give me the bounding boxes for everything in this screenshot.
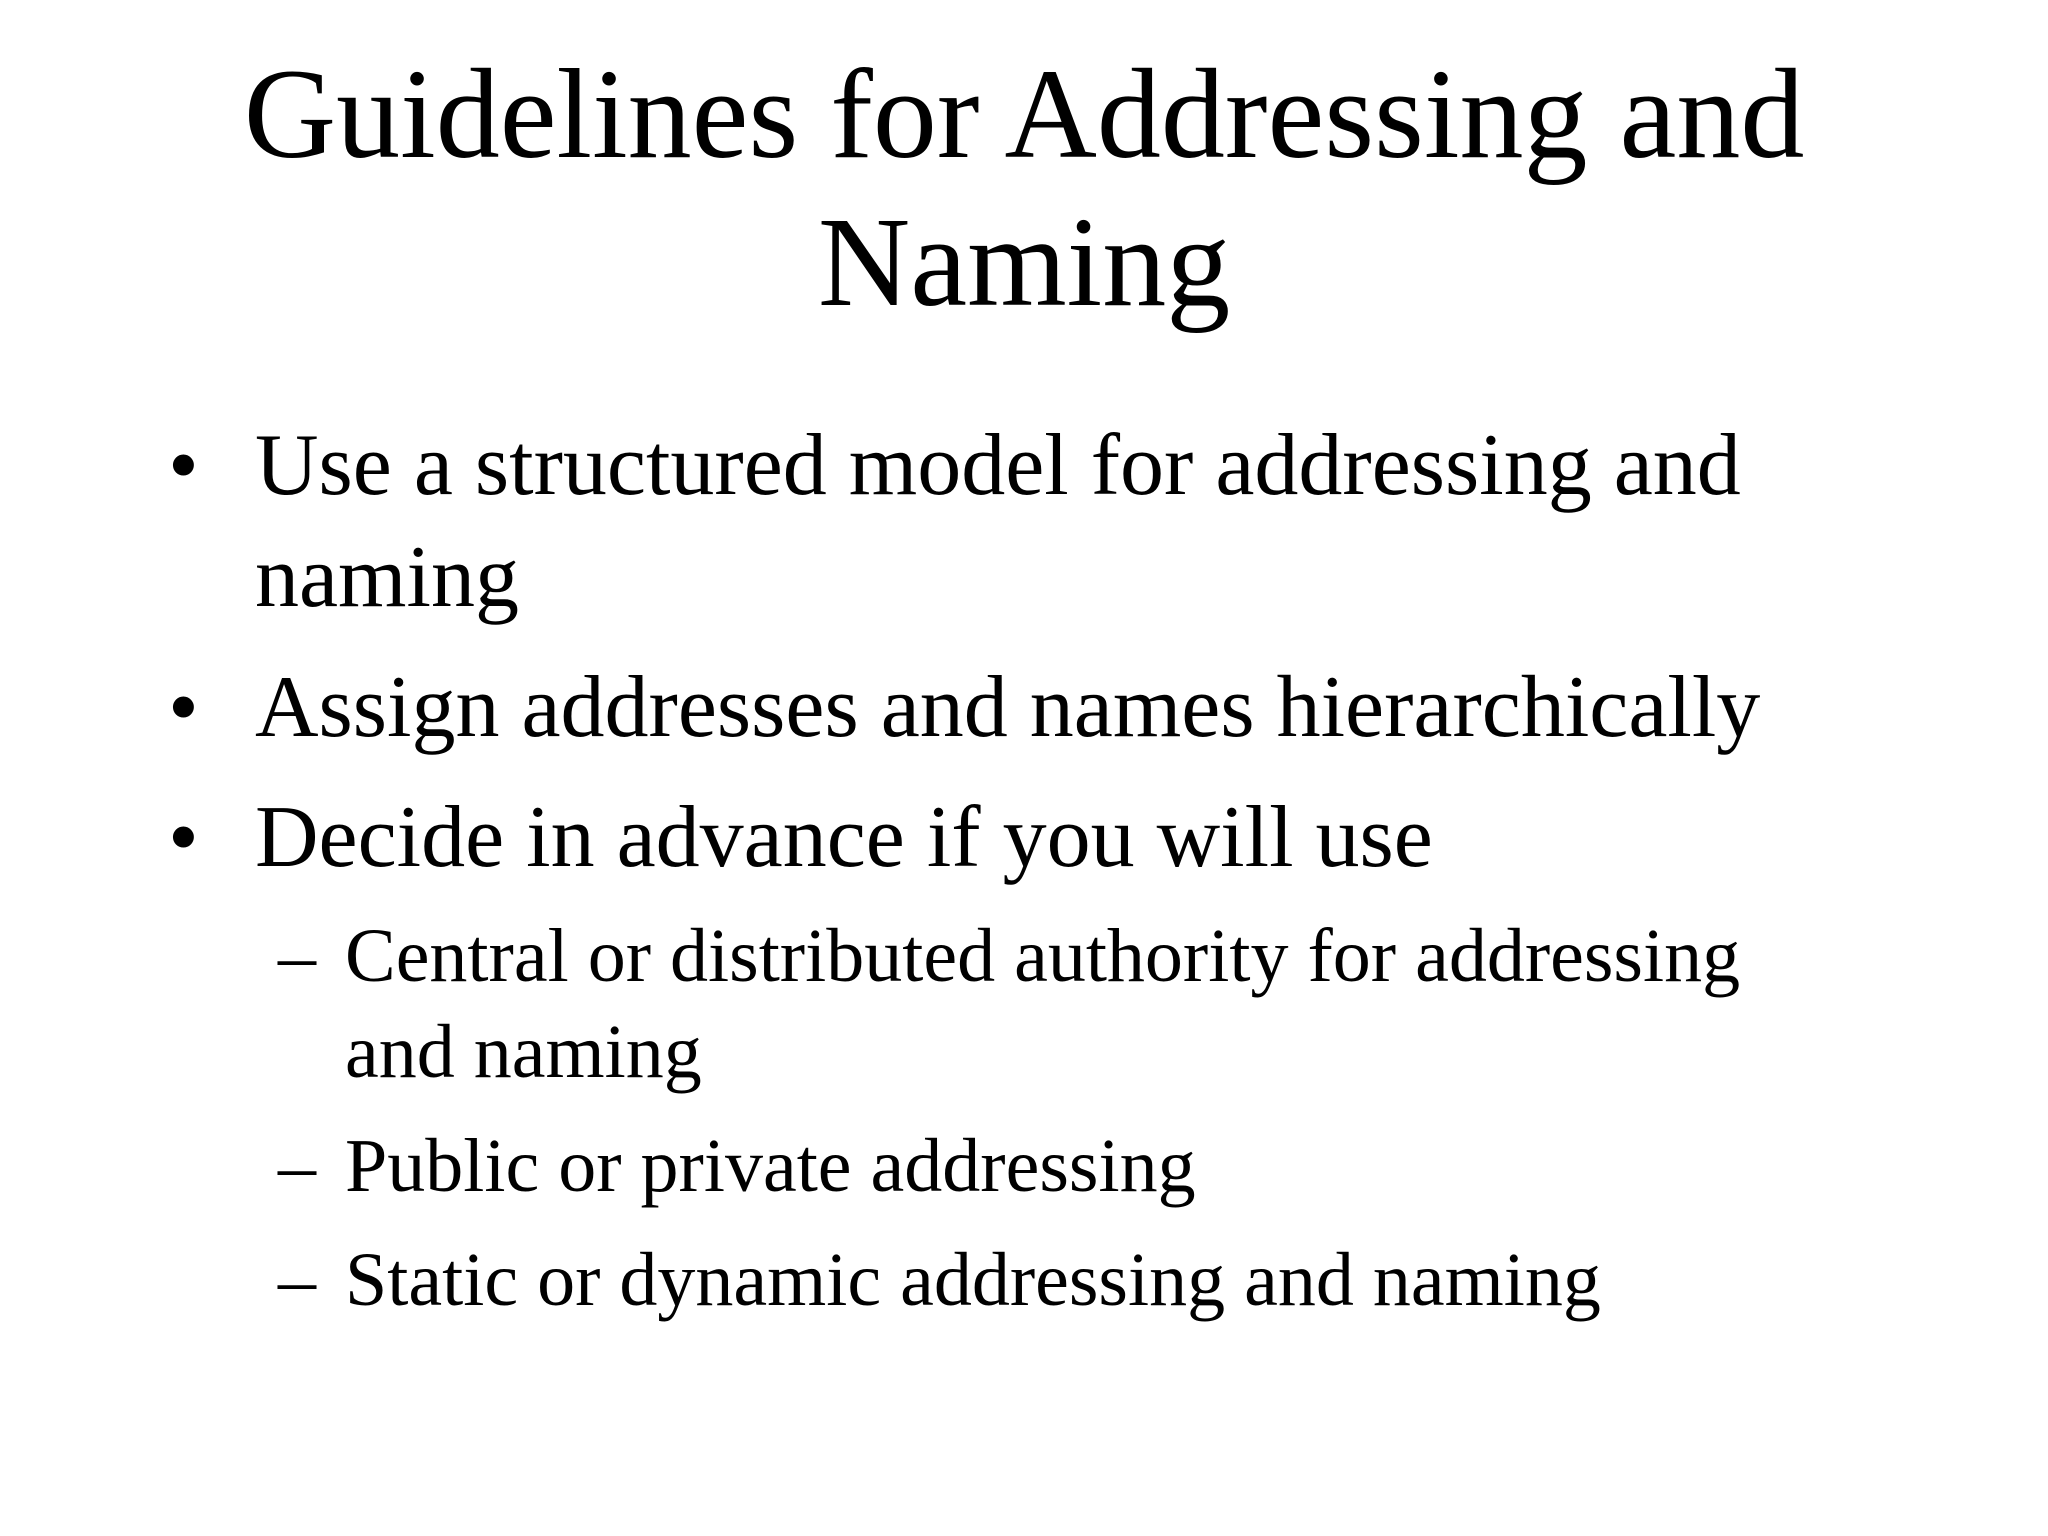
bullet-marker: • [168,659,199,756]
sub-bullet-item [0,1118,1845,1214]
bullet-item [0,652,1895,764]
slide-title-line-1: Guidelines for Addressing and [243,43,1805,185]
sub-bullet-marker: – [278,1124,316,1208]
sub-bullet-marker: – [278,1238,316,1322]
bullet-marker: • [168,789,199,886]
sub-bullet-text: Central or distributed authority for addressing and naming [345,914,1741,1094]
bullet-text: Decide in advance if you will use [255,789,1433,886]
bullet-item [0,410,1895,634]
sub-bullet-item [0,1232,1845,1328]
bullet-list [0,410,2048,1328]
bullet-marker: • [168,417,199,514]
bullet-text: Use a structured model for addressing and naming [255,417,1741,626]
bullet-text: Assign addresses and names hierarchically [255,659,1761,756]
sub-bullet-text: Public or private addressing [345,1124,1196,1208]
sub-bullet-item [0,908,1845,1100]
sub-bullet-text: Static or dynamic addressing and naming [345,1238,1601,1322]
slide-title-line-2: Naming [817,191,1231,333]
slide-title [0,40,2048,336]
bullet-item [0,782,1895,894]
sub-bullet-marker: – [278,914,316,998]
